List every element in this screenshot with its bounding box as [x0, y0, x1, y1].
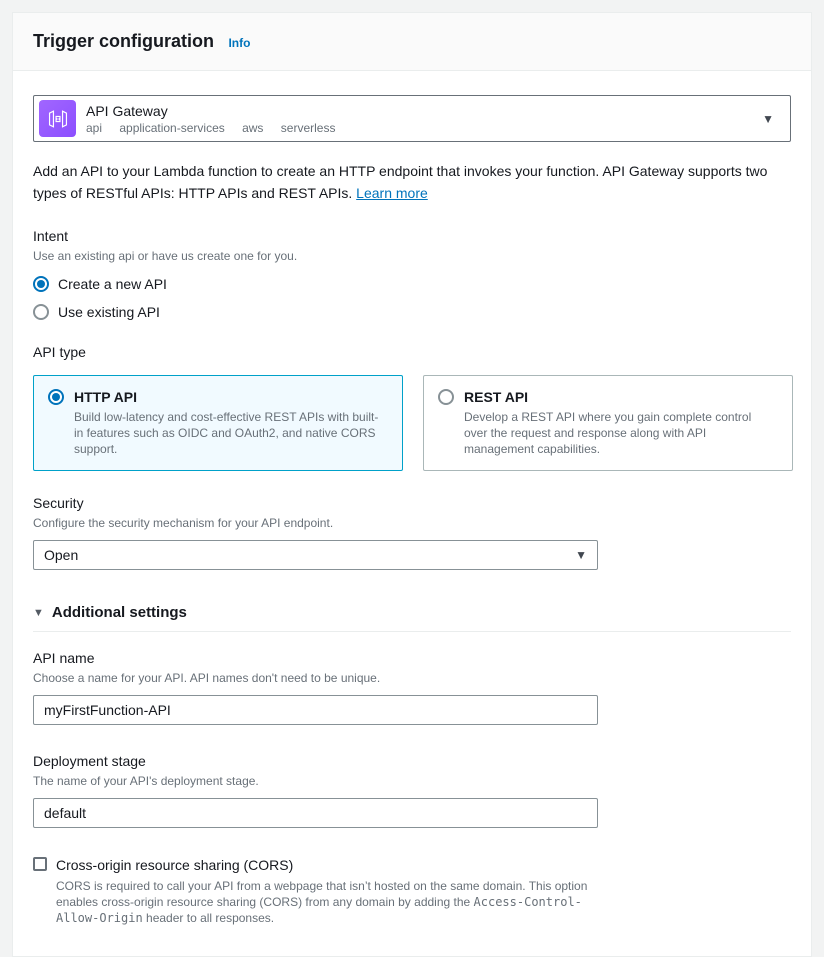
intent-field — [33, 226, 791, 320]
api-type-cards — [33, 375, 791, 471]
intro-text-body: Add an API to your Lambda function to create an HTTP endpoint that invokes your function. API Gateway supports two types of RESTful APIs: HTTP APIs and REST APIs. — [33, 163, 768, 201]
learn-more-link[interactable]: Learn more — [356, 185, 428, 201]
service-tag: application-services — [119, 120, 225, 135]
security-label: Security — [33, 495, 84, 511]
panel-header — [13, 13, 811, 71]
radio-create-new-api[interactable] — [33, 276, 791, 292]
intent-label: Intent — [33, 228, 69, 244]
deployment-stage-label: Deployment stage — [33, 753, 146, 769]
additional-settings-label: Additional settings — [51, 604, 187, 621]
security-hint: Configure the security mechanism for your API endpoint. — [33, 516, 334, 530]
service-tag: api — [86, 120, 103, 135]
api-name-hint: Choose a name for your API. API names don't need to be unique. — [33, 671, 381, 685]
card-description: Develop a REST API where you gain complete control over the request and response along with API management capabilities. — [464, 410, 752, 456]
radio-icon[interactable] — [438, 389, 454, 405]
cors-label: Cross-origin resource sharing (CORS) — [56, 857, 294, 873]
trigger-source-select[interactable] — [33, 95, 791, 142]
api-name-input[interactable] — [33, 695, 598, 725]
cors-texts — [56, 856, 601, 926]
card-texts — [464, 388, 776, 457]
additional-settings-expander[interactable] — [33, 604, 791, 621]
radio-label: Create a new API — [58, 276, 167, 292]
caret-down-icon: ▼ — [33, 606, 44, 619]
intro-text — [33, 160, 791, 204]
cors-checkbox-row[interactable] — [33, 856, 791, 926]
api-type-label: API type — [33, 344, 86, 360]
cors-desc-before: CORS is required to call your API from a webpage that isn’t hosted on the same domain. This option enables cross-origin resource sharing (CORS) from any domain by adding the — [56, 879, 588, 909]
intent-hint: Use an existing api or have us create one for you. — [33, 249, 298, 263]
page-title: Trigger configuration — [33, 31, 215, 51]
api-type-field — [33, 342, 791, 471]
service-tags — [86, 120, 762, 136]
radio-icon[interactable] — [33, 304, 49, 320]
cors-checkbox[interactable] — [33, 857, 47, 871]
service-meta — [86, 102, 762, 136]
cors-desc-after: header to all responses. — [142, 911, 275, 925]
divider — [33, 631, 791, 632]
api-name-label: API name — [33, 650, 95, 666]
security-select-value: Open — [44, 547, 79, 563]
panel-body — [13, 71, 811, 956]
cors-header-code: Access-Control-Allow-Origin — [56, 895, 582, 925]
api-gateway-icon — [39, 100, 76, 137]
card-http-api[interactable] — [33, 375, 403, 471]
chevron-down-icon: ▼ — [575, 548, 587, 562]
deployment-stage-field — [33, 751, 791, 828]
card-texts — [74, 388, 386, 457]
radio-use-existing-api[interactable] — [33, 304, 791, 320]
api-name-field — [33, 648, 791, 725]
service-name: API Gateway — [86, 102, 168, 119]
card-title: HTTP API — [74, 389, 138, 405]
deployment-stage-hint: The name of your API's deployment stage. — [33, 774, 259, 788]
radio-icon[interactable] — [33, 276, 49, 292]
chevron-down-icon: ▼ — [762, 111, 774, 126]
deployment-stage-input[interactable] — [33, 798, 598, 828]
service-tag: aws — [242, 120, 264, 135]
trigger-configuration-panel — [12, 12, 812, 957]
card-description: Build low-latency and cost-effective REST APIs with built-in features such as OIDC and OAuth2, and native CORS support. — [74, 410, 379, 456]
radio-label: Use existing API — [58, 304, 160, 320]
card-title: REST API — [464, 389, 529, 405]
security-select[interactable] — [33, 540, 598, 570]
cors-description — [56, 878, 601, 926]
info-link[interactable]: Info — [228, 36, 251, 50]
radio-icon[interactable] — [48, 389, 64, 405]
security-field — [33, 493, 791, 570]
card-rest-api[interactable] — [423, 375, 793, 471]
service-tag: serverless — [280, 120, 336, 135]
